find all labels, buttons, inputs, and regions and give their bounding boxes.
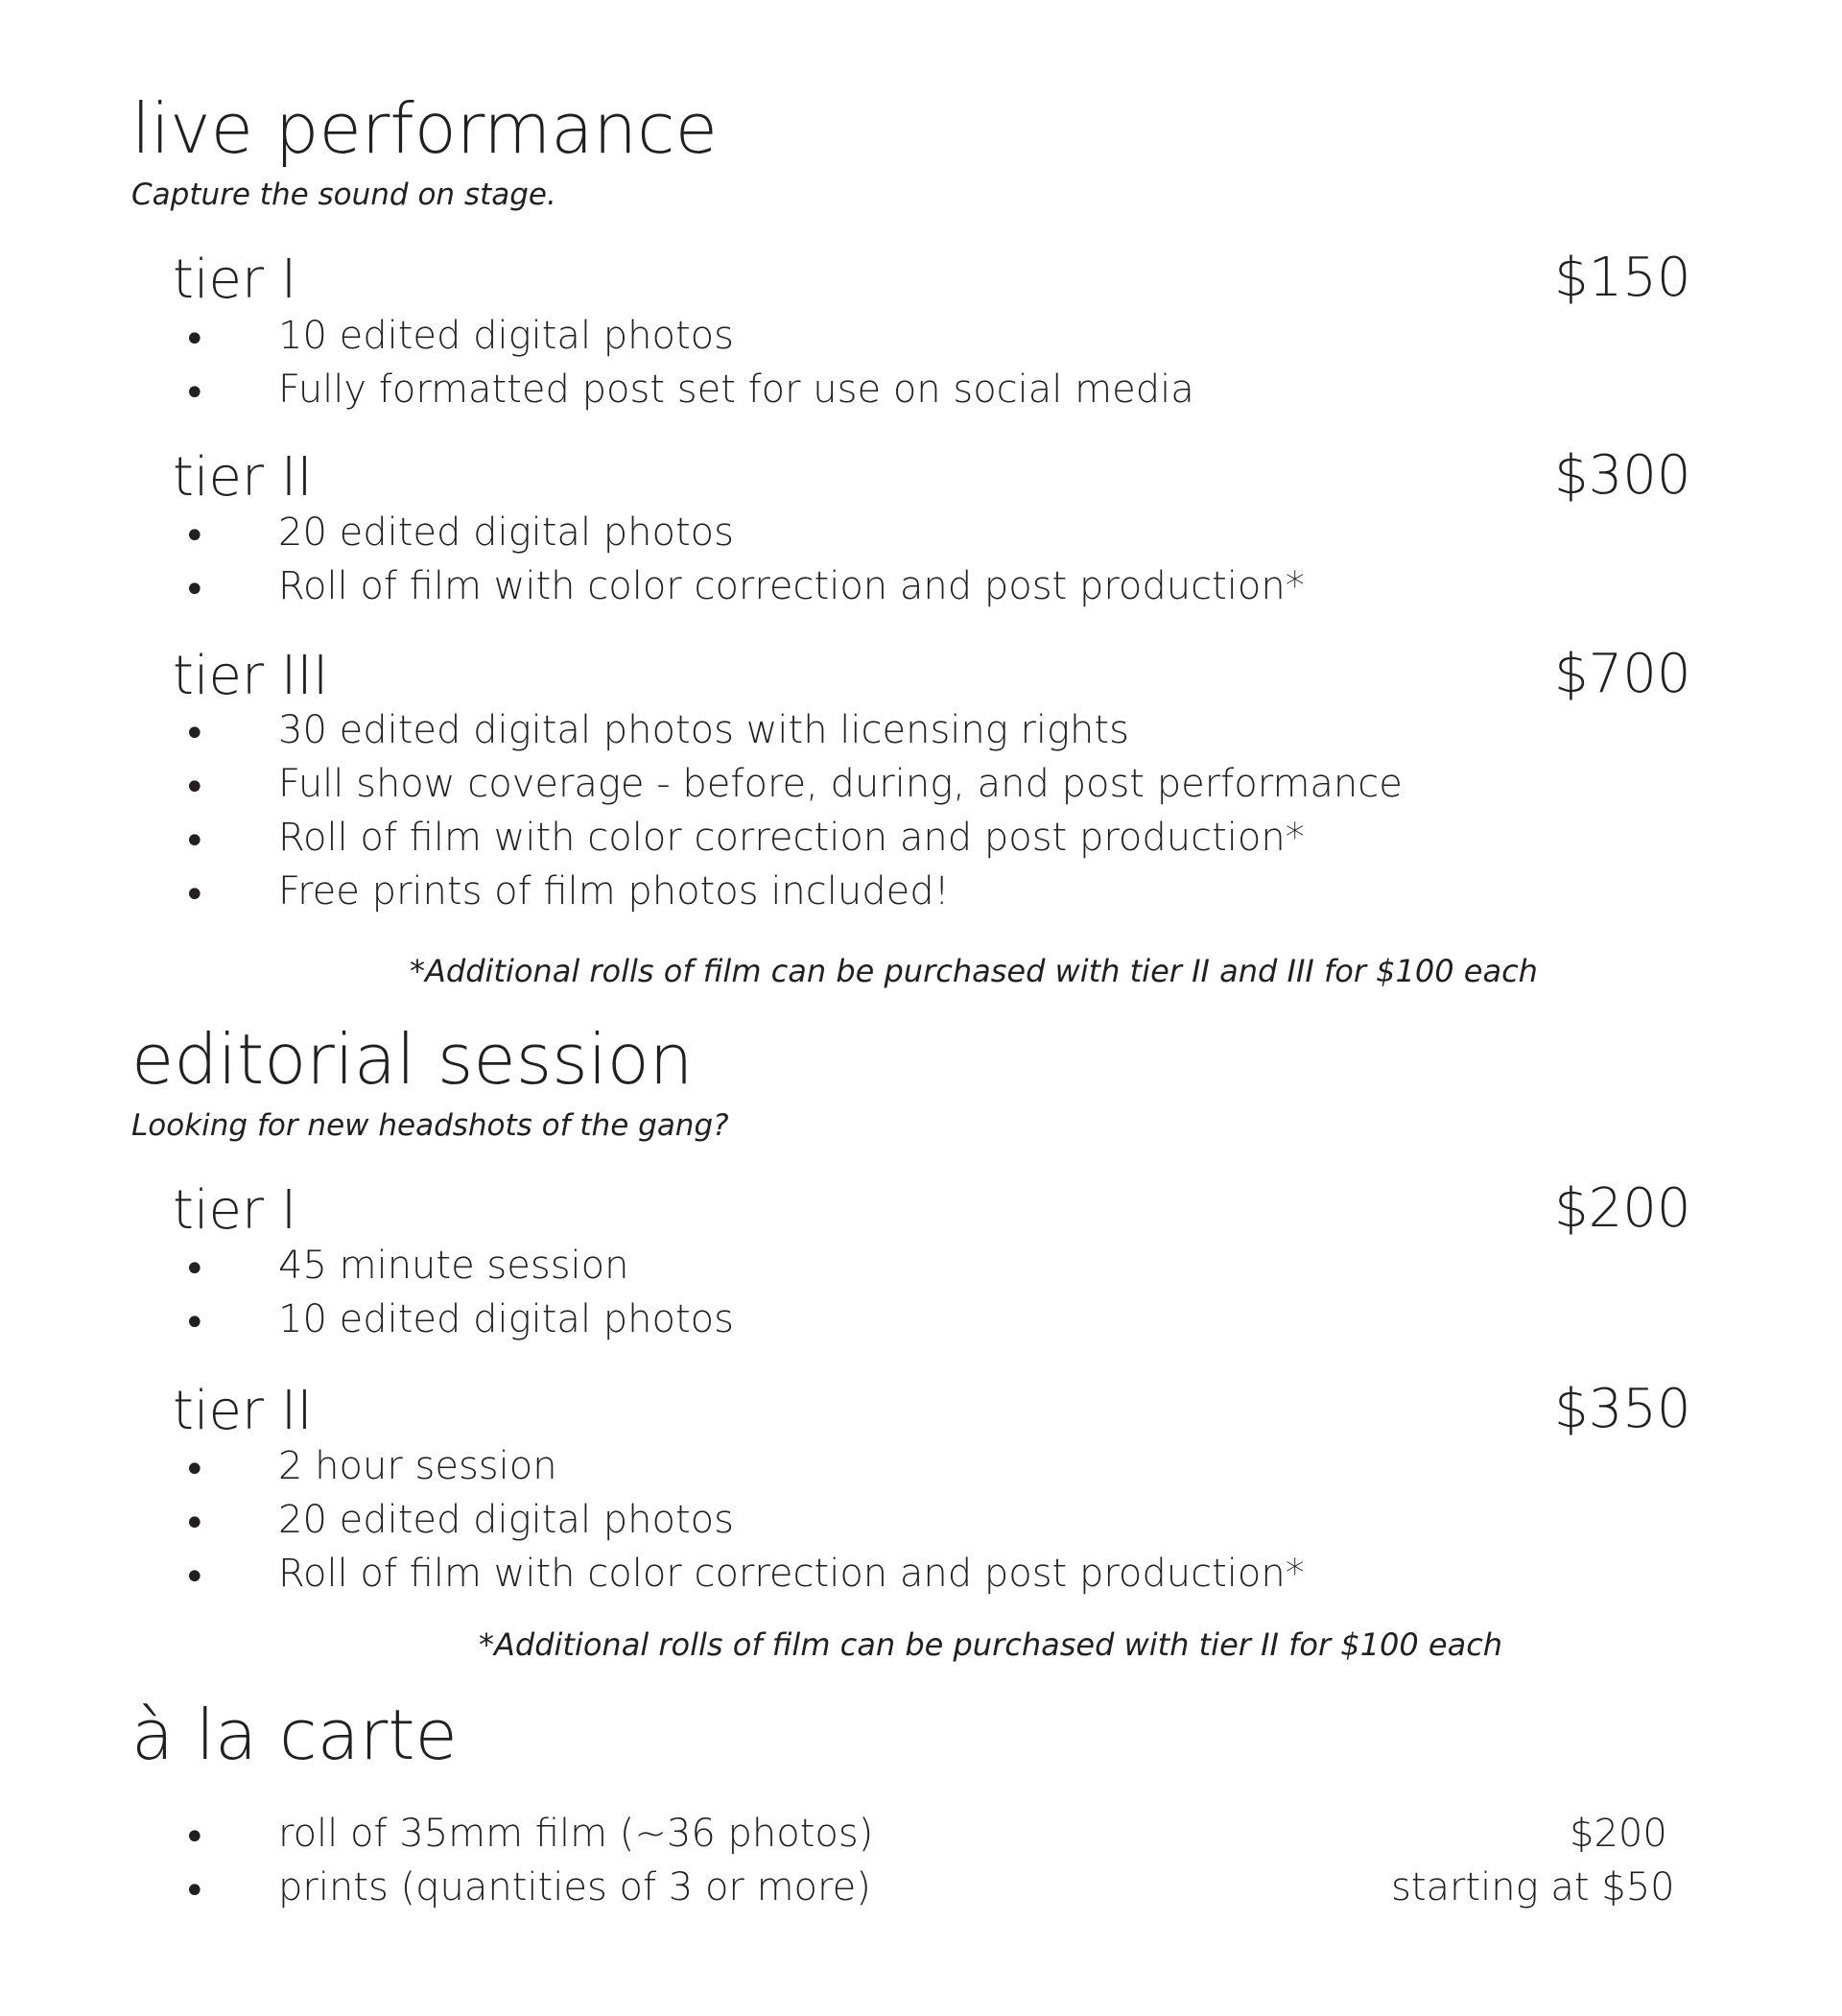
bullet-icon: • <box>183 1502 206 1546</box>
tier-name: tier II <box>173 1380 313 1442</box>
tier-feature: 20 edited digital photos <box>278 1498 734 1542</box>
bullet-icon: • <box>183 1448 206 1492</box>
tier-feature: 20 edited digital photos <box>278 510 734 555</box>
bullet-icon: • <box>183 1815 206 1860</box>
bullet-icon: • <box>183 1869 206 1913</box>
tier-price: $700 <box>1554 643 1691 705</box>
a-la-carte-item: prints (quantities of 3 or more) <box>278 1865 871 1909</box>
tier-price: $350 <box>1554 1378 1691 1440</box>
tier-name: tier II <box>173 446 313 509</box>
tier-feature: Roll of film with color correction and post production* <box>278 1552 1305 1596</box>
tier-name: tier III <box>173 645 329 707</box>
bullet-icon: • <box>183 1301 206 1345</box>
bullet-icon: • <box>183 371 206 415</box>
section-subtitle-editorial-session: Looking for new headshots of the gang? <box>131 1108 729 1143</box>
bullet-icon: • <box>183 1247 206 1292</box>
bullet-icon: • <box>183 766 206 810</box>
bullet-icon: • <box>183 873 206 917</box>
a-la-carte-price: $200 <box>1570 1812 1667 1856</box>
a-la-carte-item: roll of 35mm film (~36 photos) <box>278 1812 874 1856</box>
tier-price: $150 <box>1554 247 1691 309</box>
bullet-icon: • <box>183 568 206 612</box>
tier-price: $200 <box>1554 1177 1691 1240</box>
tier-feature: Roll of film with color correction and post production* <box>278 564 1305 608</box>
tier-feature: Roll of film with color correction and post production* <box>278 816 1305 860</box>
bullet-icon: • <box>183 514 206 558</box>
tier-feature: Fully formatted post set for use on social media <box>278 368 1194 412</box>
tier-feature: 30 edited digital photos with licensing rights <box>278 708 1129 752</box>
tier-price: $300 <box>1554 444 1691 507</box>
footnote: *Additional rolls of film can be purchased with tier II for $100 each <box>479 1626 1503 1663</box>
bullet-icon: • <box>183 819 206 864</box>
tier-feature: 45 minute session <box>278 1244 629 1288</box>
tier-feature: 2 hour session <box>278 1444 557 1488</box>
tier-name: tier I <box>173 1179 297 1242</box>
tier-feature: 10 edited digital photos <box>278 1297 734 1341</box>
bullet-icon: • <box>183 1555 206 1600</box>
tier-feature: Free prints of film photos included! <box>278 869 950 913</box>
bullet-icon: • <box>183 712 206 756</box>
footnote: *Additional rolls of film can be purchased with tier II and III for $100 each <box>410 953 1538 989</box>
section-title-live-performance: live performance <box>131 88 718 169</box>
section-title-a-la-carte: à la carte <box>131 1695 458 1775</box>
tier-feature: 10 edited digital photos <box>278 314 734 358</box>
tier-feature: Full show coverage - before, during, and post performance <box>278 762 1403 806</box>
a-la-carte-price: starting at $50 <box>1391 1865 1675 1909</box>
tier-name: tier I <box>173 249 297 311</box>
bullet-icon: • <box>183 318 206 362</box>
section-subtitle-live-performance: Capture the sound on stage. <box>131 178 556 212</box>
section-title-editorial-session: editorial session <box>131 1019 694 1100</box>
